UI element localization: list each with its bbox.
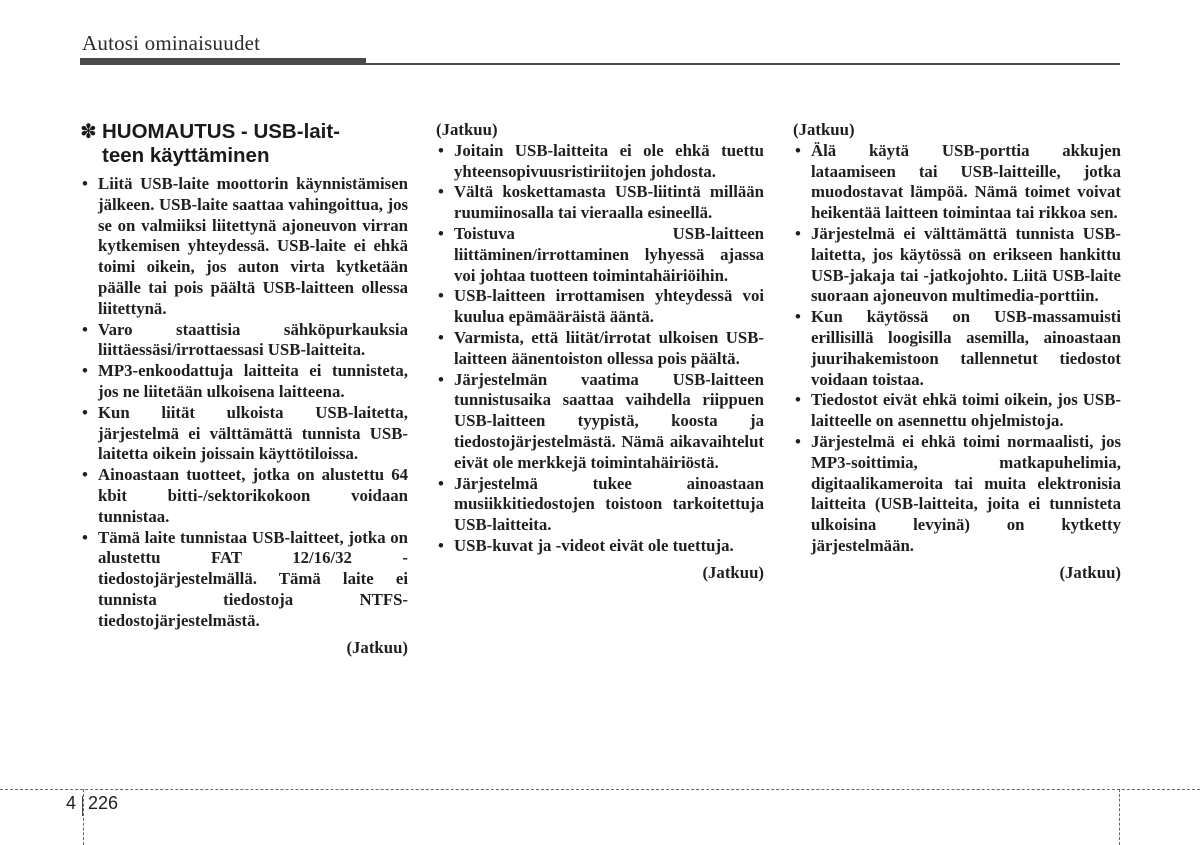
bullet-icon: • xyxy=(438,140,444,160)
list-item: • Tiedostot eivät ehkä toimi oikein, jos USB-laitteelle on asennettu ohjelmistoja. xyxy=(795,390,1121,431)
section-heading xyxy=(80,120,408,168)
list-item: • Järjestelmä tukee ainoastaan musiikkitiedostojen toistoon tarkoitettuja USB-laitteita. xyxy=(438,473,764,535)
bullet-icon: • xyxy=(438,535,444,555)
continued-label: (Jatkuu) xyxy=(346,637,408,657)
header-rule xyxy=(80,63,1120,65)
bullet-icon: • xyxy=(438,473,444,493)
continued-label: (Jatkuu) xyxy=(436,120,498,139)
bullet-icon: • xyxy=(82,465,88,485)
bullet-list xyxy=(80,174,408,632)
list-item: • Joitain USB-laitteita ei ole ehkä tuettu yhteensopivuusristiriitojen johdosta. xyxy=(438,140,764,181)
bullet-icon: • xyxy=(438,327,444,347)
bullet-icon: • xyxy=(82,361,88,381)
list-item: • Järjestelmä ei ehkä toimi normaalisti, jos MP3-soittimia, matkapuhelimia, digitaalikameroita tai muita elektronisia laitteita (USB-laitteita, joita ei tunnisteta ulkoisina levyinä) on kytketty järjestelmään. xyxy=(795,431,1121,555)
bullet-icon: • xyxy=(795,140,801,160)
bullet-icon: • xyxy=(438,182,444,202)
continued-label: (Jatkuu) xyxy=(1059,562,1121,582)
bullet-icon: • xyxy=(82,319,88,339)
bullet-icon: • xyxy=(795,307,801,327)
continued-label: (Jatkuu) xyxy=(702,562,764,582)
page-number: 226 xyxy=(88,793,119,813)
bullet-icon: • xyxy=(438,223,444,243)
column-2 xyxy=(436,120,764,584)
page-number-separator xyxy=(82,796,83,816)
bullet-list xyxy=(793,141,1121,557)
bullet-icon: • xyxy=(82,402,88,422)
bullet-icon: • xyxy=(82,174,88,193)
bullet-icon: • xyxy=(795,223,801,243)
column-1 xyxy=(80,120,408,658)
list-item: • Kun käytössä on USB-massamuisti erillisillä loogisilla asemilla, ainoastaan juurihakemistoon tallennetut tiedostot voidaan toistaa. xyxy=(795,307,1121,389)
section-title-line1: HUOMAUTUS - USB-lait- xyxy=(102,120,341,143)
bullet-list xyxy=(436,141,764,557)
bullet-icon: • xyxy=(795,390,801,410)
bullet-icon: • xyxy=(82,527,88,547)
asterisk-note-icon: ✽ xyxy=(80,121,97,143)
list-item: • USB-laitteen irrottamisen yhteydessä voi kuulua epämääräistä ääntä. xyxy=(438,286,764,327)
list-item: • USB-kuvat ja -videot eivät ole tuettuja. xyxy=(438,535,734,555)
list-item: • Vältä koskettamasta USB-liitintä millään ruumiinosalla tai vieraalla esineellä. xyxy=(438,182,764,223)
bullet-icon: • xyxy=(438,369,444,389)
bullet-icon: • xyxy=(795,431,801,451)
column-3 xyxy=(793,120,1121,584)
list-item: • Toistuva USB-laitteen liittäminen/irrottaminen lyhyessä ajassa voi johtaa tuotteen toimintahäiriöihin. xyxy=(438,223,764,285)
list-item: • MP3-enkoodattuja laitteita ei tunnisteta, jos ne liitetään ulkoisena laitteena. xyxy=(82,361,408,401)
continued-label: (Jatkuu) xyxy=(793,120,855,139)
list-item: • Varo staattisia sähköpurkauksia liittäessäsi/irrottaessasi USB-laitteita. xyxy=(82,319,408,360)
footer-crop-mark-right xyxy=(1119,789,1120,845)
page-header-title: Autosi ominaisuudet xyxy=(82,31,261,55)
list-item: • Kun liität ulkoista USB-laitetta, järjestelmä ei välttämättä tunnista USB-laitetta oikein joissain käyttötiloissa. xyxy=(82,402,408,464)
footer-crop-mark-left xyxy=(83,789,84,845)
list-item: • Ainoastaan tuotteet, jotka on alustettu 64 kbit bitti-/sektorikokoon voidaan tunnistaa. xyxy=(82,465,408,526)
list-item: • Järjestelmä ei välttämättä tunnista USB-laitetta, jos käytössä on erikseen hankittu USB-jakaja tai -jatkojohto. Liitä USB-laite suoraan ajoneuvon multimedia-porttiin. xyxy=(795,223,1121,306)
bullet-icon: • xyxy=(438,286,444,306)
list-item: • Tämä laite tunnistaa USB-laitteet, jotka on alustettu FAT 12/16/32 -tiedostojärjestelmällä. Tämä laite ei tunnista tiedostoja NTFS-tiedostojärjestelmästä. xyxy=(82,527,408,630)
list-item: • Älä käytä USB-porttia akkujen lataamiseen tai USB-laitteille, jotka muodostavat lämpöä. Nämä toimet voivat heikentää laitteen toimintaa tai rikkoa sen. xyxy=(795,140,1121,223)
footer-dashed-rule xyxy=(0,789,1200,790)
chapter-number: 4 xyxy=(66,793,77,813)
list-item: • Liitä USB-laite moottorin käynnistämisen jälkeen. USB-laite saattaa vahingoittua, jos se on valmiiksi liitettynä ajoneuvon virran kytkemisen yhteydessä. USB-laite ei ehkä toimi oikein, jos auton virta kytketään päälle tai pois päältä USB-laitteen ollessa liitettynä. xyxy=(82,174,408,318)
section-title-line2: teen käyttäminen xyxy=(102,144,270,167)
list-item: • Järjestelmän vaatima USB-laitteen tunnistusaika saattaa vaihdella riippuen USB-laitteen tyypistä, koosta ja tiedostojärjestelmästä. Nämä aikavaihtelut eivät ole merkkejä toimintahäiriöstä. xyxy=(438,369,764,472)
list-item: • Varmista, että liität/irrotat ulkoisen USB-laitteen äänentoiston ollessa pois päältä. xyxy=(438,327,764,368)
